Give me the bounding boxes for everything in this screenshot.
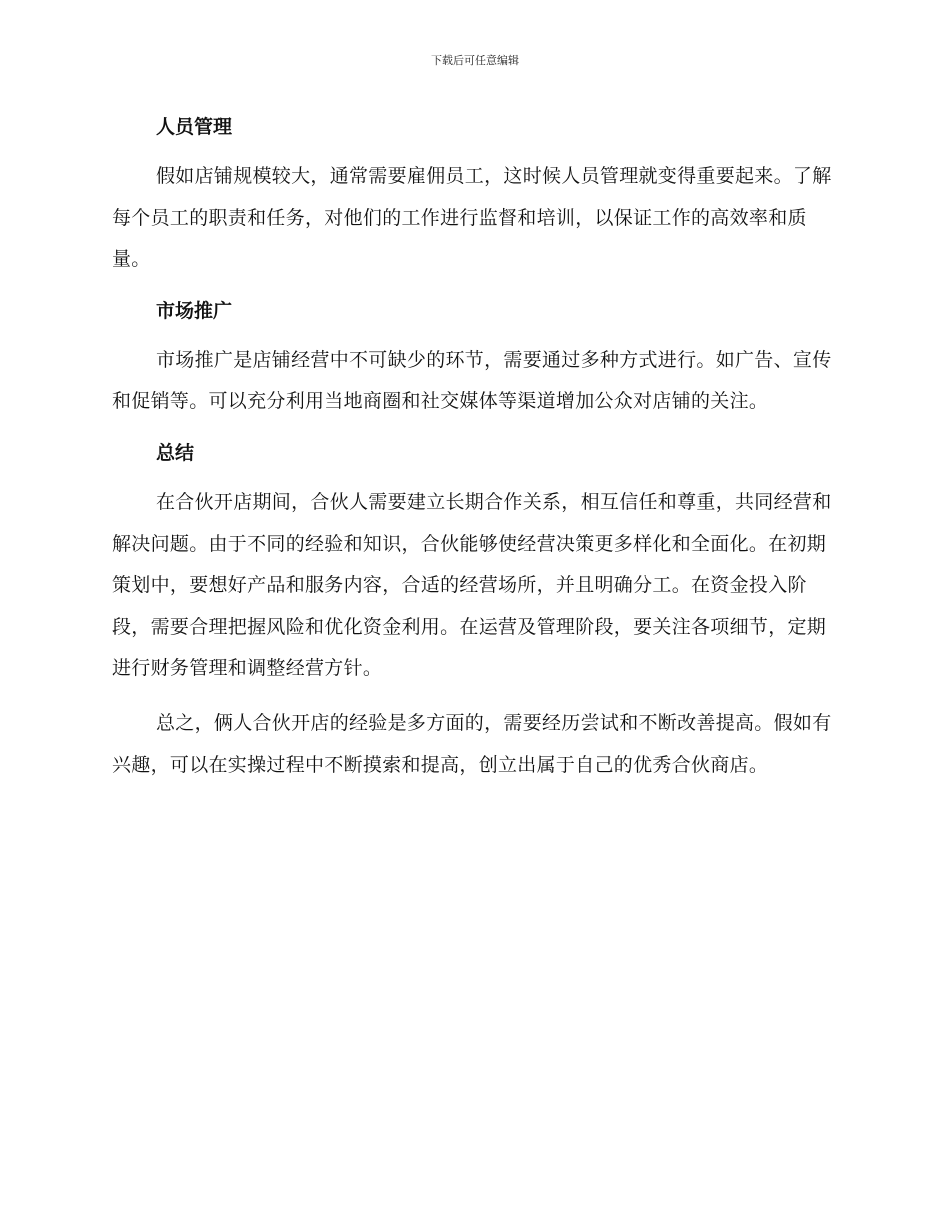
document-body bbox=[112, 110, 834, 786]
page-header: 下载后可任意编辑 bbox=[431, 54, 519, 67]
section-title-personnel: 人员管理 bbox=[156, 116, 233, 138]
section-title-summary: 总结 bbox=[156, 441, 195, 464]
paragraph-personnel: 假如店铺规模较大，通常需要雇佣员工，这时候人员管理就变得重要起来。了解每个员工的职责和任务，对他们的工作进行监督和培训，以保证工作的高效率和质量。 bbox=[112, 165, 832, 271]
paragraph-summary-2: 总之，俩人合伙开店的经验是多方面的，需要经历尝试和不断改善提高。假如有兴趣，可以在实操过程中不断摸索和提高，创立出属于自己的优秀合伙商店。 bbox=[112, 711, 832, 776]
paragraph-marketing: 市场推广是店铺经营中不可缺少的环节，需要通过多种方式进行。如广告、宣传和促销等。可以充分利用当地商圈和社交媒体等渠道增加公众对店铺的关注。 bbox=[112, 348, 832, 413]
section-title-marketing: 市场推广 bbox=[156, 299, 233, 322]
paragraph-summary-1: 在合伙开店期间，合伙人需要建立长期合作关系，相互信任和尊重，共同经营和解决问题。由于不同的经验和知识，合伙能够使经营决策更多样化和全面化。在初期策划中，要想好产品和服务内容，合适的经营场所，并且明确分工。在资金投入阶段，需要合理把握风险和优化资金利用。在运营及管理阶段，要关注各项细节，定期进行财务管理和调整经营方针。 bbox=[112, 490, 832, 680]
